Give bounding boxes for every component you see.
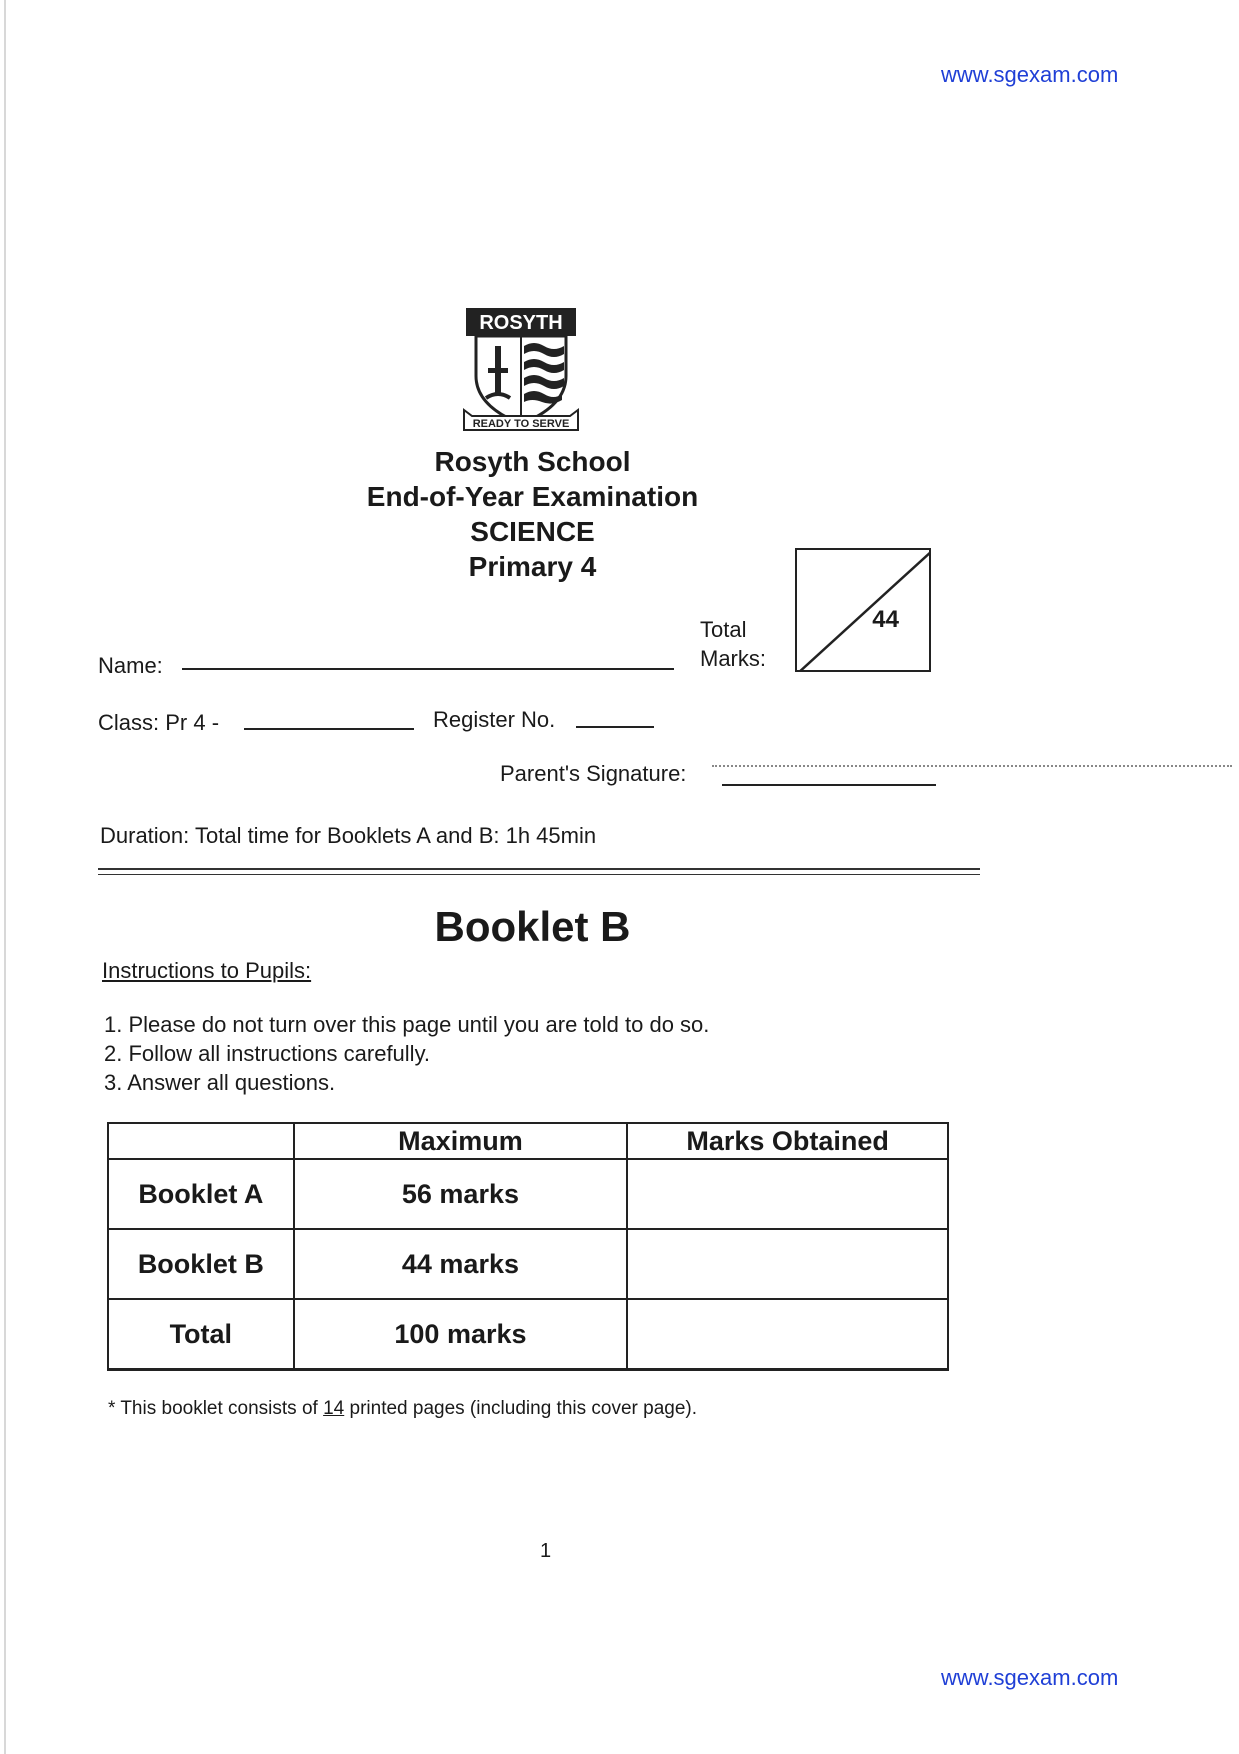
register-label: Register No.	[433, 707, 556, 732]
footnote-page-count: 14	[323, 1398, 345, 1419]
subject-name: SCIENCE	[470, 516, 595, 547]
register-field[interactable]	[576, 726, 654, 728]
total-marks-box	[795, 548, 931, 672]
watermark-bottom: www.sgexam.com	[941, 1665, 1119, 1690]
school-crest-logo	[462, 306, 580, 436]
row-label: Booklet A	[108, 1159, 294, 1229]
name-label: Name:	[98, 653, 163, 678]
scan-edge	[4, 0, 6, 1754]
footnote-prefix: * This booklet consists of	[108, 1398, 324, 1419]
instructions-list	[104, 1010, 709, 1097]
exam-name: End-of-Year Examination	[366, 481, 699, 512]
table-header-cell: Maximum	[294, 1123, 628, 1159]
instruction-item: 2. Follow all instructions carefully.	[104, 1041, 431, 1066]
instructions-heading: Instructions to Pupils:	[102, 958, 312, 983]
parent-signature-label: Parent's Signature:	[500, 761, 687, 786]
footnote-suffix: printed pages (including this cover page).	[344, 1398, 697, 1419]
duration-text: Duration: Total time for Booklets A and B: 1h 45min	[100, 823, 597, 848]
table-row	[108, 1159, 948, 1229]
watermark-top: www.sgexam.com	[941, 62, 1119, 87]
school-name: Rosyth School	[434, 446, 631, 477]
row-obtained[interactable]	[627, 1229, 948, 1299]
parent-signature-field[interactable]	[722, 784, 936, 786]
row-obtained[interactable]	[627, 1159, 948, 1229]
booklet-title: Booklet B	[434, 903, 631, 950]
table-row	[108, 1229, 948, 1299]
instruction-item: 3. Answer all questions.	[104, 1070, 336, 1095]
marks-table	[107, 1122, 949, 1371]
crest-banner-text: ROSYTH	[479, 312, 563, 334]
row-maximum: 56 marks	[294, 1159, 628, 1229]
table-header-cell	[108, 1123, 294, 1159]
row-maximum: 100 marks	[294, 1299, 628, 1370]
score-diagonal	[797, 550, 931, 672]
total-marks-label-line1: Total	[700, 617, 747, 642]
row-obtained[interactable]	[627, 1299, 948, 1370]
class-field[interactable]	[244, 728, 414, 730]
table-header-cell: Marks Obtained	[627, 1123, 948, 1159]
page-count-footnote	[108, 1398, 697, 1420]
table-header-row	[108, 1123, 948, 1159]
row-label: Booklet B	[108, 1229, 294, 1299]
level-name: Primary 4	[468, 551, 597, 582]
crest-motto-text: READY TO SERVE	[472, 418, 570, 430]
total-marks-label-line2: Marks:	[700, 646, 766, 671]
scan-dotted-line	[712, 765, 1232, 767]
total-marks-value: 44	[872, 606, 899, 633]
instruction-item: 1. Please do not turn over this page until you are told to do so.	[104, 1012, 710, 1037]
table-row	[108, 1299, 948, 1370]
page-number: 1	[540, 1540, 552, 1562]
class-label: Class: Pr 4 -	[98, 710, 220, 735]
divider-top	[98, 868, 980, 870]
name-field[interactable]	[182, 668, 674, 670]
row-maximum: 44 marks	[294, 1229, 628, 1299]
row-label: Total	[108, 1299, 294, 1370]
divider-bottom	[98, 874, 980, 875]
